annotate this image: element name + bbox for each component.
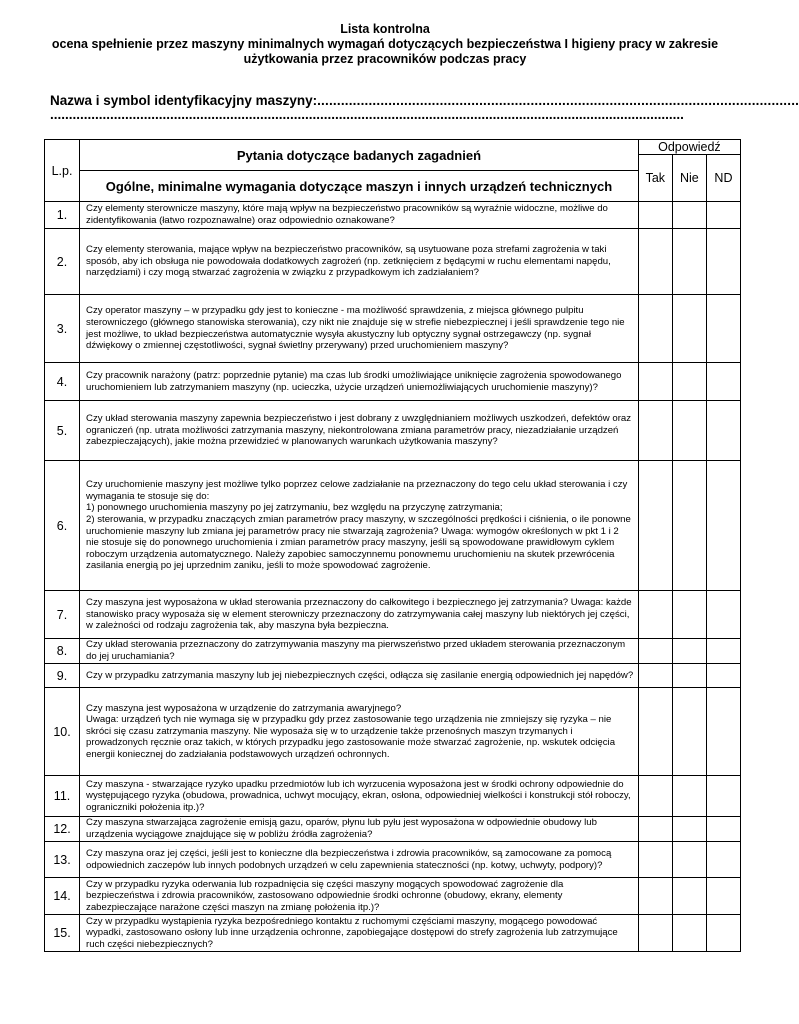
row-number: 7. xyxy=(45,591,80,639)
answer-nie-cell[interactable] xyxy=(672,591,706,639)
answer-nd-cell[interactable] xyxy=(706,401,740,461)
answer-nie-cell[interactable] xyxy=(672,401,706,461)
answer-nd-cell[interactable] xyxy=(706,295,740,363)
document-subtitle-line1: ocena spełnienie przez maszyny minimalnych wymagań dotyczących bezpieczeństwa I higieny pracy w zakresie xyxy=(51,37,719,51)
answer-tak-cell[interactable] xyxy=(638,878,672,915)
row-number: 11. xyxy=(45,776,80,817)
table-row xyxy=(45,639,741,664)
column-header-tak: Tak xyxy=(638,155,672,202)
answer-nie-cell[interactable] xyxy=(672,202,706,229)
answer-nie-cell[interactable] xyxy=(672,817,706,842)
row-number: 12. xyxy=(45,817,80,842)
row-number: 9. xyxy=(45,664,80,688)
document-title: Lista kontrolna xyxy=(340,22,430,36)
answer-nie-cell[interactable] xyxy=(672,776,706,817)
answer-nd-cell[interactable] xyxy=(706,664,740,688)
answer-nd-cell[interactable] xyxy=(706,817,740,842)
machine-name-fill: .......................................................................................................................... xyxy=(317,93,799,108)
row-number: 4. xyxy=(45,363,80,401)
answer-nd-cell[interactable] xyxy=(706,202,740,229)
question-text: Czy maszyna stwarzająca zagrożenie emisją gazu, oparów, płynu lub pyłu jest wyposażona w odpowiednie obudowy lub urządzenia wyciągowe znajdujące się w pobliżu źródła zagrożenia? xyxy=(80,817,639,842)
row-number: 6. xyxy=(45,461,80,591)
question-text: Czy w przypadku ryzyka oderwania lub rozpadnięcia się części maszyny mogących spowodować zagrożenie dla bezpieczeństwa i zdrowia pracowników, zastosowano odpowiednie środki ochronne (obudowy, ekrany, elementy zabezpieczające narażone części maszyn na zmianę położenia itp.)? xyxy=(80,878,639,915)
table-row xyxy=(45,878,741,915)
answer-nd-cell[interactable] xyxy=(706,915,740,952)
answer-tak-cell[interactable] xyxy=(638,401,672,461)
answer-tak-cell[interactable] xyxy=(638,202,672,229)
answer-nie-cell[interactable] xyxy=(672,664,706,688)
question-text: Czy operator maszyny – w przypadku gdy jest to konieczne - ma możliwość sprawdzenia, z miejsca głównego pulpitu sterowniczego (głównego stanowiska sterowania), czy nikt nie znajduje się w strefie niebezpiecznej i jeśli sprawdzenie tego nie jest możliwe, to układ bezpieczeństwa automatycznie wysyła akustyczny lub optyczny sygnał ostrzegawczy (np. sygnał dźwiękowy o zmiennej częstotliwości, sygnał świetlny przerywany) przed uruchomieniem maszyny? xyxy=(80,295,639,363)
question-text: Czy maszyna jest wyposażona w urządzenie do zatrzymania awaryjnego? Uwaga: urządzeń tych nie wymaga się w przypadku gdy przez zastosowanie tego urządzenia nie zmniejszy się ryzyka – nie skróci się czasu zatrzymania maszyny. Nie wyposaża się w to urządzenie także przenośnych maszyn trzymanych i prowadzonych ręcznie oraz takich, w których przypadku jego zastosowanie może stwarzać zagrożenie, np. wskutek odcięcia energii koniecznej do zadziałania podstawowych urządzeń ochronnych. xyxy=(80,688,639,776)
answer-nd-cell[interactable] xyxy=(706,229,740,295)
row-number: 8. xyxy=(45,639,80,664)
column-header-questions: Pytania dotyczące badanych zagadnień xyxy=(80,140,639,171)
answer-nie-cell[interactable] xyxy=(672,295,706,363)
question-text: Czy w przypadku wystąpienia ryzyka bezpośredniego kontaktu z ruchomymi częściami maszyny, mogącego powodować wypadki, zastosowano osłony lub inne urządzenia ochronne, zapobiegające dostępowi do strefy zagrożenia lub zatrzymujące ruch części niebezpiecznych? xyxy=(80,915,639,952)
question-text: Czy uruchomienie maszyny jest możliwe tylko poprzez celowe zadziałanie na przeznaczony do tego celu układ sterowania i czy wymagania te stosuje się do: 1) ponownego uruchomienia maszyny po jej zatrzymaniu, bez względu na przyczynę zatrzymania; 2) sterowania, w przypadku znaczących zmian parametrów pracy maszyny, w szczególności prędkości i ciśnienia, o ile ponowne uruchomienie maszyny lub zmiana jej parametrów pracy nie stwarzają zagrożenia? Uwaga: wymogów określonych w pkt 1 i 2 nie stosuje się do ponownego uruchomienia i zmian parametrów pracy maszyny, jeśli są spowodowane prawidłowym cyklem roboczym urządzenia automatycznego. Należy zapobiec samoczynnemu ponownemu uruchomieniu na skutek przewrócenia zasilania energią po jej uprzednim zaniku, jeśli to może spowodować zagrożenie. xyxy=(80,461,639,591)
answer-tak-cell[interactable] xyxy=(638,688,672,776)
question-text: Czy pracownik narażony (patrz: poprzednie pytanie) ma czas lub środki umożliwiające uniknięcie zagrożenia spowodowanego uruchomieniem lub zatrzymaniem maszyny (np. ucieczka, użycie urządzeń uniemożliwiających uruchomienie maszyny)? xyxy=(80,363,639,401)
answer-nd-cell[interactable] xyxy=(706,878,740,915)
answer-tak-cell[interactable] xyxy=(638,776,672,817)
answer-tak-cell[interactable] xyxy=(638,295,672,363)
machine-name-fill-line2: ......................................................................................................................................................................... xyxy=(50,107,684,122)
question-text: Czy maszyna oraz jej części, jeśli jest to konieczne dla bezpieczeństwa i zdrowia pracowników, są zamocowane za pomocą odpowiednich zaczepów lub innych podobnych urządzeń w celu zapewnienia stateczności (np. kotwy, uchwyty, podpory)? xyxy=(80,842,639,878)
table-row xyxy=(45,363,741,401)
row-number: 14. xyxy=(45,878,80,915)
answer-nie-cell[interactable] xyxy=(672,639,706,664)
answer-nie-cell[interactable] xyxy=(672,842,706,878)
column-header-answer: Odpowiedź xyxy=(638,140,740,155)
row-number: 5. xyxy=(45,401,80,461)
row-number: 10. xyxy=(45,688,80,776)
table-row xyxy=(45,915,741,952)
answer-tak-cell[interactable] xyxy=(638,664,672,688)
column-header-nd: ND xyxy=(706,155,740,202)
answer-tak-cell[interactable] xyxy=(638,639,672,664)
answer-tak-cell[interactable] xyxy=(638,817,672,842)
table-row xyxy=(45,202,741,229)
row-number: 3. xyxy=(45,295,80,363)
question-text: Czy maszyna - stwarzające ryzyko upadku przedmiotów lub ich wyrzucenia wyposażona jest w środki ochrony odpowiednie do występującego ryzyka (obudowa, prowadnica, uchwyt mocujący, ekran, osłona, odpowiedniej wielkości i konstrukcji stół roboczy, ograniczniki położenia itp.)? xyxy=(80,776,639,817)
answer-nie-cell[interactable] xyxy=(672,688,706,776)
question-text: Czy w przypadku zatrzymania maszyny lub jej niebezpiecznych części, odłącza się zasilanie energią odpowiednich jej napędów? xyxy=(80,664,639,688)
row-number: 1. xyxy=(45,202,80,229)
table-row xyxy=(45,817,741,842)
question-text: Czy elementy sterowania, mające wpływ na bezpieczeństwo pracowników, są usytuowane poza strefami zagrożenia w taki sposób, aby ich obsługa nie powodowała dodatkowych zagrożeń (np. zetknięciem z będącymi w ruchu elementami napędu, narzędziami) i czy mogą stwarzać zagrożenia w związku z przypadkowym ich zadziałaniem? xyxy=(80,229,639,295)
row-number: 13. xyxy=(45,842,80,878)
row-number: 15. xyxy=(45,915,80,952)
table-row xyxy=(45,401,741,461)
document-header xyxy=(40,22,730,67)
answer-nie-cell[interactable] xyxy=(672,915,706,952)
question-text: Czy elementy sterownicze maszyny, które mają wpływ na bezpieczeństwo pracowników są wyraźnie widoczne, możliwe do zidentyfikowania (łatwo rozpoznawalne) oraz odpowiednio oznakowane? xyxy=(80,202,639,229)
question-text: Czy układ sterowania przeznaczony do zatrzymywania maszyny ma pierwszeństwo przed układem sterowania przeznaczonym do jej uruchamiania? xyxy=(80,639,639,664)
table-row xyxy=(45,295,741,363)
table-row xyxy=(45,591,741,639)
answer-tak-cell[interactable] xyxy=(638,461,672,591)
answer-nd-cell[interactable] xyxy=(706,591,740,639)
table-row xyxy=(45,229,741,295)
table-row xyxy=(45,688,741,776)
answer-tak-cell[interactable] xyxy=(638,915,672,952)
row-number: 2. xyxy=(45,229,80,295)
answer-nd-cell[interactable] xyxy=(706,688,740,776)
document-subtitle-line2: użytkowania przez pracowników podczas pracy xyxy=(243,52,527,66)
answer-nie-cell[interactable] xyxy=(672,363,706,401)
answer-nie-cell[interactable] xyxy=(672,229,706,295)
answer-tak-cell[interactable] xyxy=(638,842,672,878)
section-title: Ogólne, minimalne wymagania dotyczące maszyn i innych urządzeń technicznych xyxy=(80,171,639,202)
answer-nd-cell[interactable] xyxy=(706,639,740,664)
column-header-nie: Nie xyxy=(672,155,706,202)
answer-nd-cell[interactable] xyxy=(706,776,740,817)
answer-nd-cell[interactable] xyxy=(706,842,740,878)
answer-nd-cell[interactable] xyxy=(706,461,740,591)
answer-tak-cell[interactable] xyxy=(638,363,672,401)
answer-tak-cell[interactable] xyxy=(638,229,672,295)
question-text: Czy maszyna jest wyposażona w układ sterowania przeznaczony do całkowitego i bezpiecznego jej zatrzymania? Uwaga: każde stanowisko pracy wyposaża się w element sterowniczy przeznaczony do zatrzymywania całej maszyny lub niektórych jej części, w zależności od rodzaju zagrożenia tak, aby maszyna była bezpieczna. xyxy=(80,591,639,639)
answer-nie-cell[interactable] xyxy=(672,878,706,915)
machine-name-label: Nazwa i symbol identyfikacyjny maszyny: xyxy=(50,93,318,108)
answer-nie-cell[interactable] xyxy=(672,461,706,591)
table-row xyxy=(45,842,741,878)
checklist-table xyxy=(44,139,741,952)
question-text: Czy układ sterowania maszyny zapewnia bezpieczeństwo i jest dobrany z uwzględnianiem możliwych uszkodzeń, defektów oraz ograniczeń (np. utrata możliwości zatrzymania maszyny, niekontrolowana zmiana parametrów pracy, niezadziałanie urządzeń zabezpieczających), jakie można przewidzieć w planowanych warunkach użytkowania maszyny? xyxy=(80,401,639,461)
table-row xyxy=(45,461,741,591)
column-header-lp: L.p. xyxy=(45,140,80,202)
table-row xyxy=(45,776,741,817)
answer-nd-cell[interactable] xyxy=(706,363,740,401)
answer-tak-cell[interactable] xyxy=(638,591,672,639)
table-row xyxy=(45,664,741,688)
